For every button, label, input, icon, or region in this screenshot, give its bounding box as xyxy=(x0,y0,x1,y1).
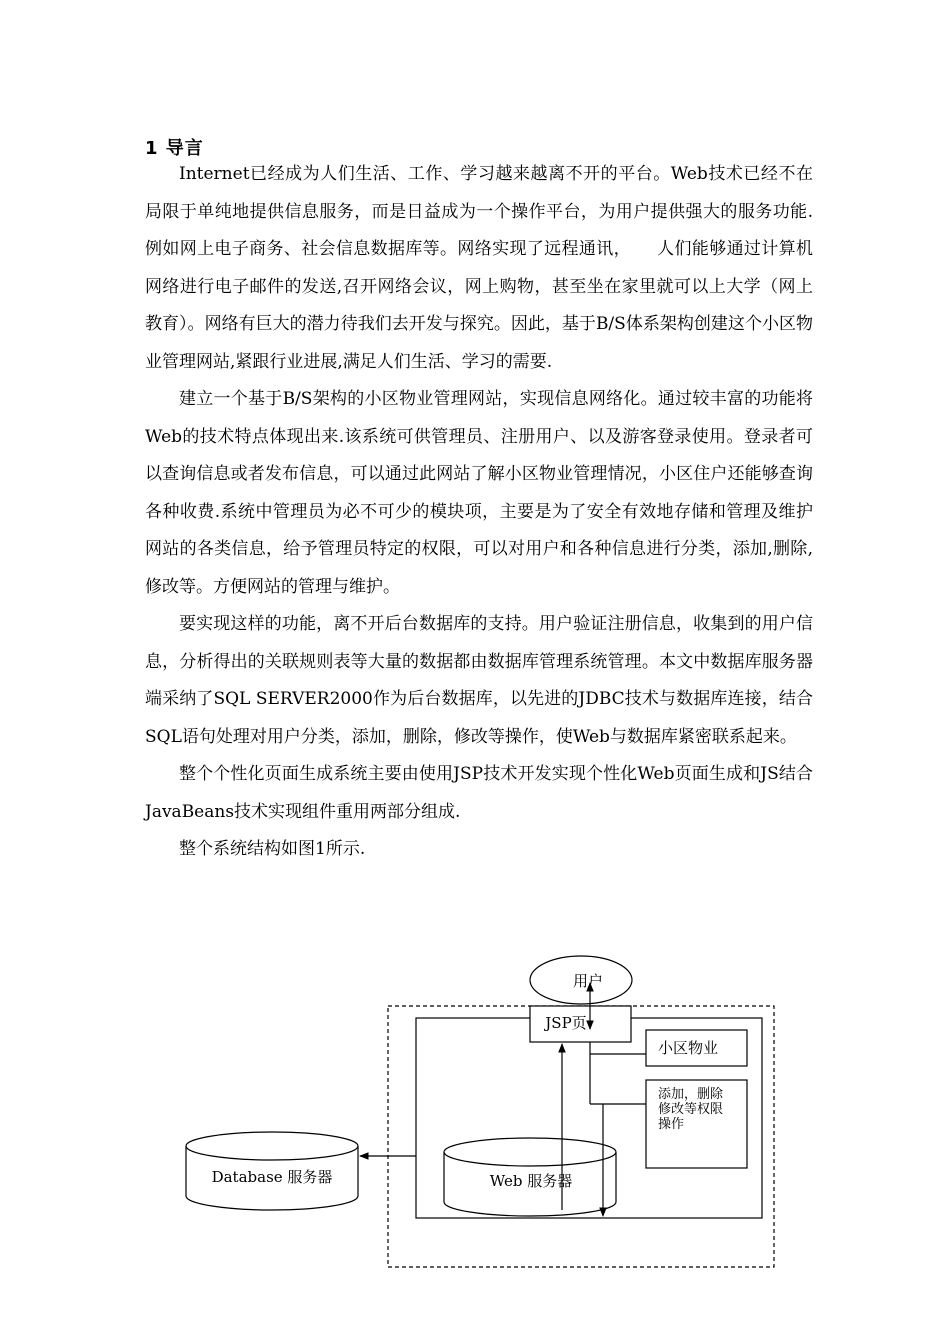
paragraph-website: 建立一个基于B/S架构的小区物业管理网站，实现信息网络化。通过较丰富的功能将 Web的技术特点体现出来.该系统可供管理员、注册用户、以及游客登录使用。登录者可以查询信息或者发布信息，可以通过此网站了解小区物业管理情况，小区住户还能够查询各种收费.系统中管理员为必不可少的模块项，主要是为了安全有效地存储和管理及维护网站的各类信息，给予管理员特定的权限，可以对用户和各种信息进行分类，添加,删除,修改等。方便网站的管理与维护。 xyxy=(145,389,813,597)
system-architecture-diagram xyxy=(180,952,790,1282)
body-text xyxy=(145,156,813,869)
paragraph-intro: Internet已经成为人们生活、工作、学习越来越离不开的平台。Web技术已经不在局限于单纯地提供信息服务，而是日益成为一个操作平台，为用户提供强大的服务功能.例如网上电子商务、社会信息数据库等。网络实现了远程通讯， 人们能够通过计算机网络进行电子邮件的发送,召开网络会议，网上购物，甚至坐在家里就可以上大学（网上教育）。网络有巨大的潜力待我们去开发与探究。因此，基于B/S体系架构创建这个小区物业管理网站,紧跟行业进展,满足人们生活、学习的需要. xyxy=(145,164,813,372)
paragraph-database: 要实现这样的功能，离不开后台数据库的支持。用户验证注册信息，收集到的用户信息，分析得出的关联规则表等大量的数据都由数据库管理系统管理。本文中数据库服务器端采纳了SQL SERVER2000作为后台数据库，以先进的JDBC技术与数据库连接，结合SQL语句处理对用户分类，添加，删除，修改等操作，使Web与数据库紧密联系起来。 xyxy=(145,614,813,747)
user-label: 用户 xyxy=(572,972,604,990)
permissions-label-line-3: 操作 xyxy=(658,1117,685,1132)
jsp-label: JSP页 xyxy=(545,1014,587,1032)
permissions-label-line-2: 修改等权限 xyxy=(658,1102,724,1117)
database-server-label: Database 服务器 xyxy=(211,1168,333,1186)
permissions-label-line-1: 添加，删除 xyxy=(658,1087,724,1102)
section-heading: 1 导言 xyxy=(145,138,204,159)
web-server-label: Web 服务器 xyxy=(489,1172,573,1190)
paragraph-system: 整个个性化页面生成系统主要由使用JSP技术开发实现个性化Web页面生成和JS结合JavaBeans技术实现组件重用两部分组成. xyxy=(145,764,813,822)
paragraph-figure-ref: 整个系统结构如图1所示. xyxy=(179,839,366,859)
property-label: 小区物业 xyxy=(658,1039,719,1057)
